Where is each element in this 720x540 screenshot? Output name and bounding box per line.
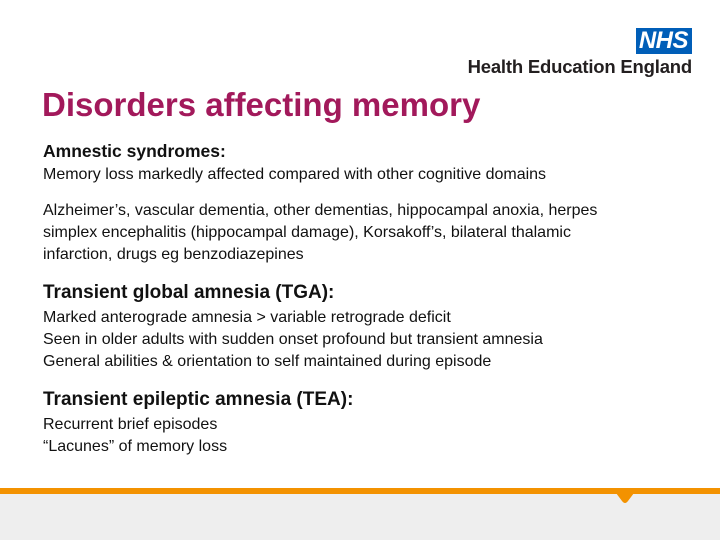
section-amnestic	[43, 140, 703, 266]
section-tga	[43, 281, 703, 373]
logo-block	[468, 28, 692, 78]
tga-line: Marked anterograde amnesia > variable retrograde deficit	[43, 309, 451, 326]
nhs-logo: NHS	[636, 28, 692, 54]
amnestic-example-line: infarction, drugs eg benzodiazepines	[43, 246, 304, 263]
tga-line: Seen in older adults with sudden onset profound but transient amnesia	[43, 331, 543, 348]
section-heading-amnestic: Amnestic syndromes:	[43, 141, 226, 161]
amnestic-example-line: Alzheimer’s, vascular dementia, other dementias, hippocampal anoxia, herpes	[43, 202, 598, 219]
slide-content	[43, 140, 703, 458]
tea-line: Recurrent brief episodes	[43, 416, 218, 433]
slide-title: Disorders affecting memory	[42, 86, 481, 123]
section-tea	[43, 388, 703, 458]
section-heading-tga: Transient global amnesia (TGA):	[43, 282, 335, 303]
org-name: Health Education England	[467, 56, 692, 77]
section-heading-tea: Transient epileptic amnesia (TEA):	[43, 389, 354, 410]
amnestic-line: Memory loss markedly affected compared with other cognitive domains	[43, 166, 547, 183]
tea-line: “Lacunes” of memory loss	[43, 438, 228, 455]
tga-line: General abilities & orientation to self maintained during episode	[43, 353, 492, 370]
accent-notch	[616, 493, 634, 505]
footer-band	[0, 494, 720, 540]
amnestic-example-line: simplex encephalitis (hippocampal damage), Korsakoff’s, bilateral thalamic	[43, 224, 571, 241]
